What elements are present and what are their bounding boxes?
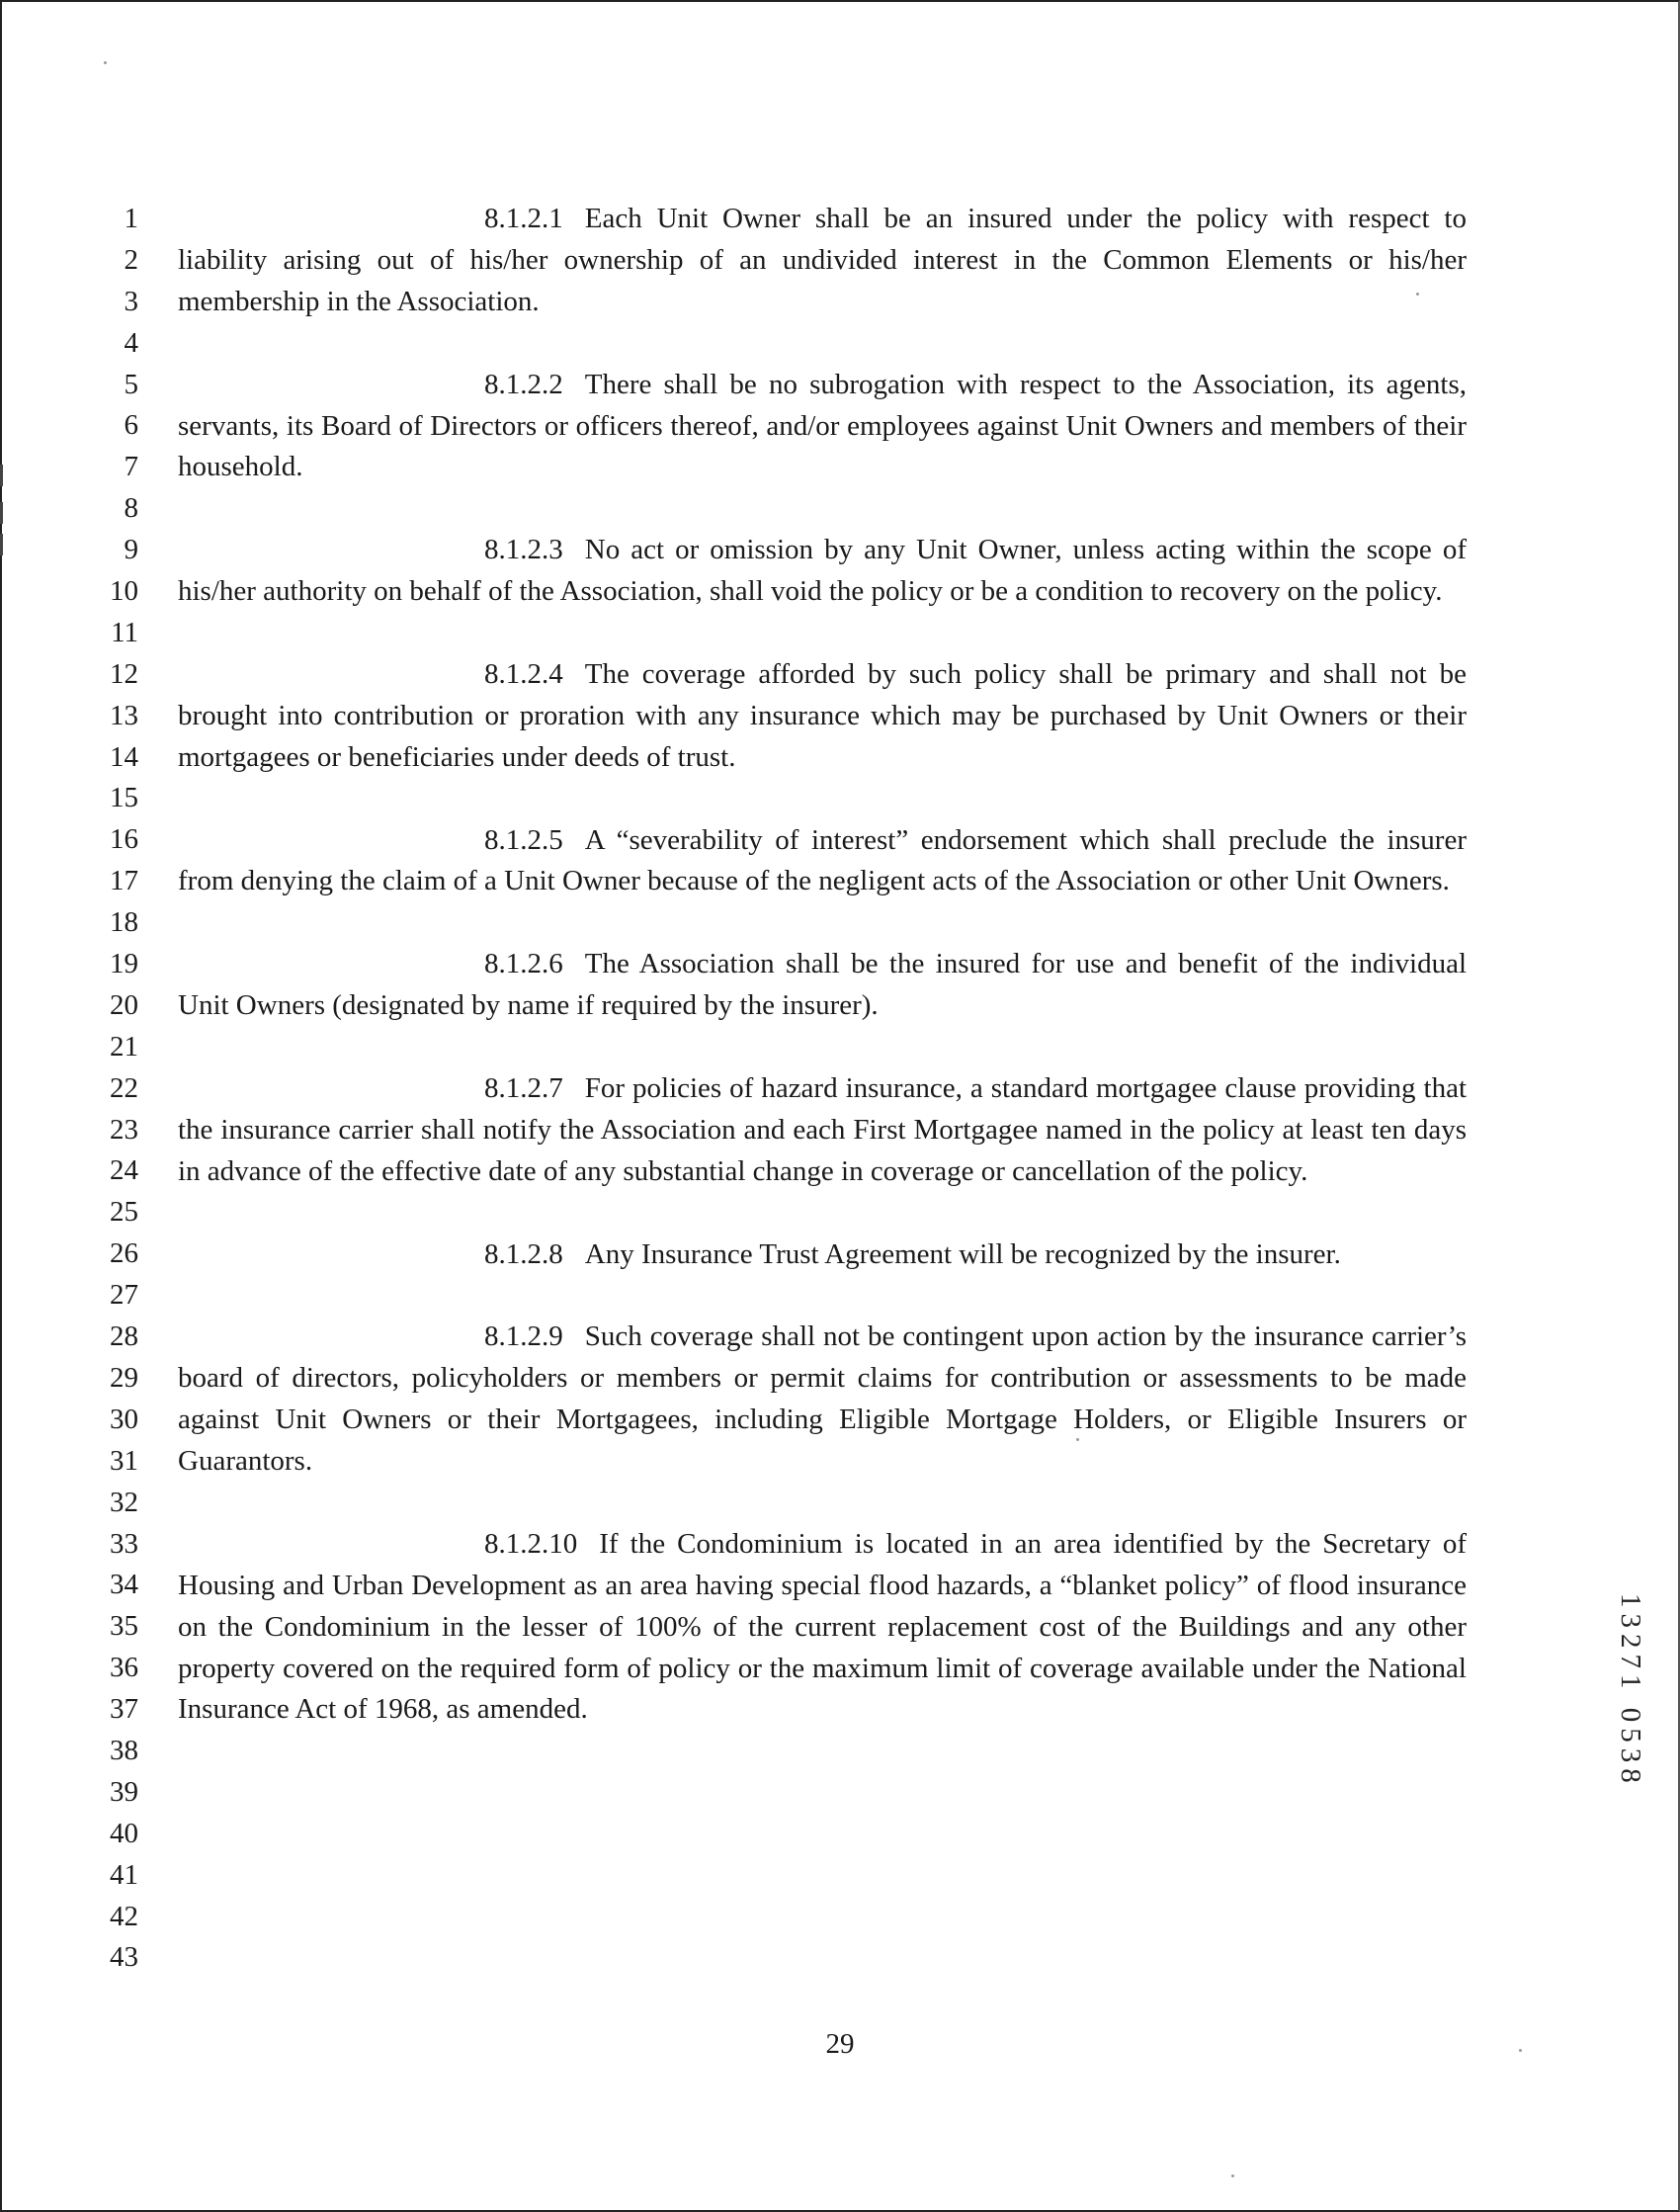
section-number: 8.1.2.2 bbox=[484, 368, 563, 400]
line-number: 40 bbox=[110, 1817, 138, 1849]
line-number: 9 bbox=[124, 534, 138, 566]
section-number: 8.1.2.9 bbox=[484, 1320, 563, 1353]
line-number: 12 bbox=[110, 657, 138, 690]
line-number: 14 bbox=[110, 740, 138, 773]
line-number: 21 bbox=[110, 1030, 138, 1063]
section-number: 8.1.2.7 bbox=[484, 1071, 563, 1104]
line-number: 11 bbox=[111, 616, 138, 648]
line-number: 8 bbox=[124, 492, 138, 525]
line-number: 10 bbox=[110, 575, 138, 608]
line-number: 37 bbox=[110, 1693, 138, 1726]
line-number: 25 bbox=[110, 1196, 138, 1229]
line-number: 34 bbox=[110, 1569, 138, 1601]
line-number: 17 bbox=[110, 865, 138, 897]
line-number: 4 bbox=[124, 326, 138, 359]
section-text: For policies of hazard insurance, a standard mortgagee clause providing that the insurance carrier shall notify the Association and each First Mortgagee named in the policy at least ten days in advance of the effective date of any substantial change in coverage or cancellation of the policy. bbox=[178, 1071, 1467, 1187]
line-number: 22 bbox=[110, 1071, 138, 1104]
line-number: 39 bbox=[110, 1775, 138, 1808]
line-number: 38 bbox=[110, 1734, 138, 1766]
line-number: 13 bbox=[110, 699, 138, 731]
line-number: 20 bbox=[110, 988, 138, 1021]
line-number: 33 bbox=[110, 1527, 138, 1560]
line-number: 23 bbox=[110, 1113, 138, 1146]
line-number: 5 bbox=[124, 368, 138, 400]
page-number: 29 bbox=[825, 2028, 855, 2060]
section-number: 8.1.2.8 bbox=[484, 1237, 563, 1270]
margin-stamp bbox=[1617, 1593, 1646, 1919]
section-number: 8.1.2.5 bbox=[484, 823, 563, 856]
line-number: 16 bbox=[110, 823, 138, 856]
section-number: 8.1.2.4 bbox=[484, 657, 563, 690]
paragraph-8-1-2-10 bbox=[178, 1524, 1467, 1732]
section-number: 8.1.2.6 bbox=[484, 948, 563, 980]
scan-edge-mark bbox=[0, 534, 3, 555]
line-number: 30 bbox=[110, 1403, 138, 1435]
line-number: 26 bbox=[110, 1237, 138, 1270]
section-number: 8.1.2.10 bbox=[484, 1527, 578, 1560]
paragraph-8-1-2-6 bbox=[178, 944, 1467, 1027]
section-number: 8.1.2.3 bbox=[484, 534, 563, 566]
paragraph-8-1-2-9 bbox=[178, 1317, 1467, 1483]
line-number: 35 bbox=[110, 1610, 138, 1643]
line-number: 1 bbox=[124, 203, 138, 234]
line-number: 36 bbox=[110, 1652, 138, 1684]
line-number: 42 bbox=[110, 1900, 138, 1932]
line-number: 31 bbox=[110, 1444, 138, 1477]
line-number: 43 bbox=[110, 1941, 138, 1974]
section-text: No act or omission by any Unit Owner, unless acting within the scope of his/her authority on behalf of the Association, shall void the policy or be a condition to recovery on the policy. bbox=[178, 534, 1467, 608]
line-number-column bbox=[40, 199, 138, 1979]
paragraph-8-1-2-2 bbox=[178, 365, 1467, 489]
line-number: 15 bbox=[110, 782, 138, 814]
section-text: A “severability of interest” endorsement which shall preclude the insurer from denying the claim of a Unit Owner because of the negligent acts of the Association or other Unit Owners. bbox=[178, 823, 1467, 897]
paragraph-8-1-2-1 bbox=[178, 199, 1467, 323]
line-number: 18 bbox=[110, 906, 138, 939]
paragraph-8-1-2-5 bbox=[178, 820, 1467, 903]
line-number: 32 bbox=[110, 1486, 138, 1518]
scan-edge-mark bbox=[0, 502, 3, 524]
section-number: 8.1.2.1 bbox=[484, 203, 563, 234]
paragraph-8-1-2-3 bbox=[178, 530, 1467, 613]
paragraph-8-1-2-8 bbox=[178, 1234, 1467, 1276]
section-text: The coverage afforded by such policy shall be primary and shall not be brought into contribution or proration with any insurance which may be purchased by Unit Owners or their mortgagees or beneficiaries under deeds of trust. bbox=[178, 657, 1467, 773]
section-text: If the Condominium is located in an area identified by the Secretary of Housing and Urban Development as an area having special flood hazards, a “blanket policy” of flood insurance on the Condominium in the lesser of 100% of the current replacement cost of the Buildings and any other property covered on the required form of policy or the maximum limit of coverage available under the National Insurance Act of 1968, as amended. bbox=[178, 1527, 1467, 1726]
section-text: Any Insurance Trust Agreement will be recognized by the insurer. bbox=[584, 1237, 1341, 1270]
line-number: 29 bbox=[110, 1361, 138, 1394]
section-text: Each Unit Owner shall be an insured under the policy with respect to liability arising out of his/her ownership of an undivided interest in the Common Elements or his/her membership in the Association. bbox=[178, 203, 1467, 317]
paragraph-8-1-2-4 bbox=[178, 654, 1467, 779]
scan-speck bbox=[1231, 2174, 1234, 2177]
section-text: The Association shall be the insured for use and benefit of the individual Unit Owners (designated by name if required by the insurer). bbox=[178, 948, 1467, 1022]
line-number: 2 bbox=[124, 243, 138, 276]
line-number: 6 bbox=[124, 409, 138, 442]
paragraph-8-1-2-7 bbox=[178, 1068, 1467, 1193]
line-number: 28 bbox=[110, 1320, 138, 1353]
margin-stamp-text: 13271 0538 bbox=[1615, 1593, 1646, 1789]
scan-edge-mark bbox=[0, 465, 3, 486]
section-text: There shall be no subrogation with respect to the Association, its agents, servants, its Board of Directors or officers thereof, and/or employees against Unit Owners and members of their household. bbox=[178, 368, 1467, 483]
line-number: 3 bbox=[124, 285, 138, 317]
line-number: 7 bbox=[124, 451, 138, 483]
document-body bbox=[178, 199, 1467, 1772]
scan-speck bbox=[104, 61, 107, 64]
line-number: 27 bbox=[110, 1279, 138, 1312]
line-number: 24 bbox=[110, 1154, 138, 1187]
section-text: Such coverage shall not be contingent upon action by the insurance carrier’s board of directors, policyholders or members or permit claims for contribution or assessments to be made against Unit Owners or their Mortgagees, including Eligible Mortgage Holders, or Eligible Insurers or Guarantors. bbox=[178, 1320, 1467, 1478]
line-number: 41 bbox=[110, 1858, 138, 1891]
line-number: 19 bbox=[110, 948, 138, 980]
